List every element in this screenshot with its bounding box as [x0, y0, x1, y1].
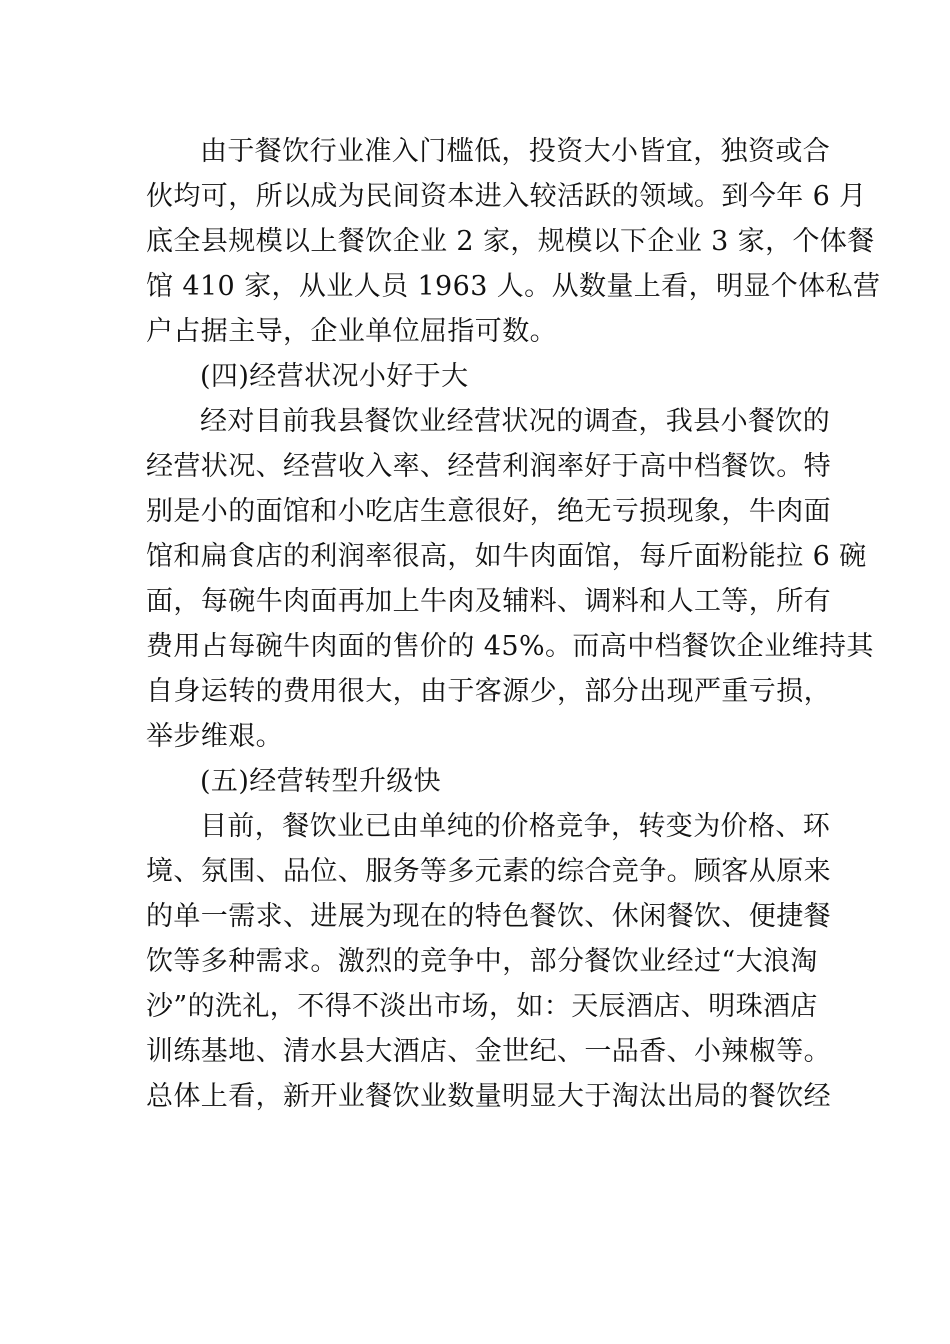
- paragraph-line: 由于餐饮行业准入门槛低，投资大小皆宜，独资或合: [200, 136, 831, 167]
- paragraph-line: 目前，餐饮业已由单纯的价格竞争，转变为价格、环: [200, 811, 831, 842]
- paragraph-line: 户占据主导，企业单位屈指可数。: [146, 316, 557, 347]
- paragraph-line: 底全县规模以上餐饮企业 2 家，规模以下企业 3 家，个体餐: [146, 226, 875, 257]
- paragraph-line: 境、氛围、品位、服务等多元素的综合竞争。顾客从原来: [146, 856, 831, 887]
- section-heading: (四)经营状况小好于大: [200, 361, 469, 392]
- paragraph-line: 饮等多种需求。激烈的竞争中，部分餐饮业经过“大浪淘: [146, 946, 818, 977]
- paragraph-line: 馆和扁食店的利润率很高，如牛肉面馆，每斤面粉能拉 6 碗: [146, 541, 867, 572]
- section-heading: (五)经营转型升级快: [200, 766, 442, 797]
- paragraph-line: 面，每碗牛肉面再加上牛肉及辅料、调料和人工等，所有: [146, 586, 831, 617]
- paragraph-line: 举步维艰。: [146, 721, 283, 752]
- paragraph-line: 经营状况、经营收入率、经营利润率好于高中档餐饮。特: [146, 451, 831, 482]
- paragraph-line: 别是小的面馆和小吃店生意很好，绝无亏损现象，牛肉面: [146, 496, 831, 527]
- paragraph-line: 经对目前我县餐饮业经营状况的调查，我县小餐饮的: [200, 406, 831, 437]
- paragraph-line: 伙均可，所以成为民间资本进入较活跃的领域。到今年 6 月: [146, 181, 867, 212]
- paragraph-line: 训练基地、清水县大酒店、金世纪、一品香、小辣椒等。: [146, 1036, 831, 1067]
- paragraph-line: 的单一需求、进展为现在的特色餐饮、休闲餐饮、便捷餐: [146, 901, 831, 932]
- paragraph-line: 馆 410 家，从业人员 1963 人。从数量上看，明显个体私营: [146, 271, 881, 302]
- paragraph-line: 费用占每碗牛肉面的售价的 45%。而高中档餐饮企业维持其: [146, 631, 874, 662]
- paragraph-line: 沙”的洗礼，不得不淡出市场，如：天辰酒店、明珠酒店: [146, 991, 818, 1022]
- paragraph-line: 总体上看，新开业餐饮业数量明显大于淘汰出局的餐饮经: [146, 1081, 831, 1112]
- paragraph-line: 自身运转的费用很大，由于客源少，部分出现严重亏损，: [146, 676, 831, 707]
